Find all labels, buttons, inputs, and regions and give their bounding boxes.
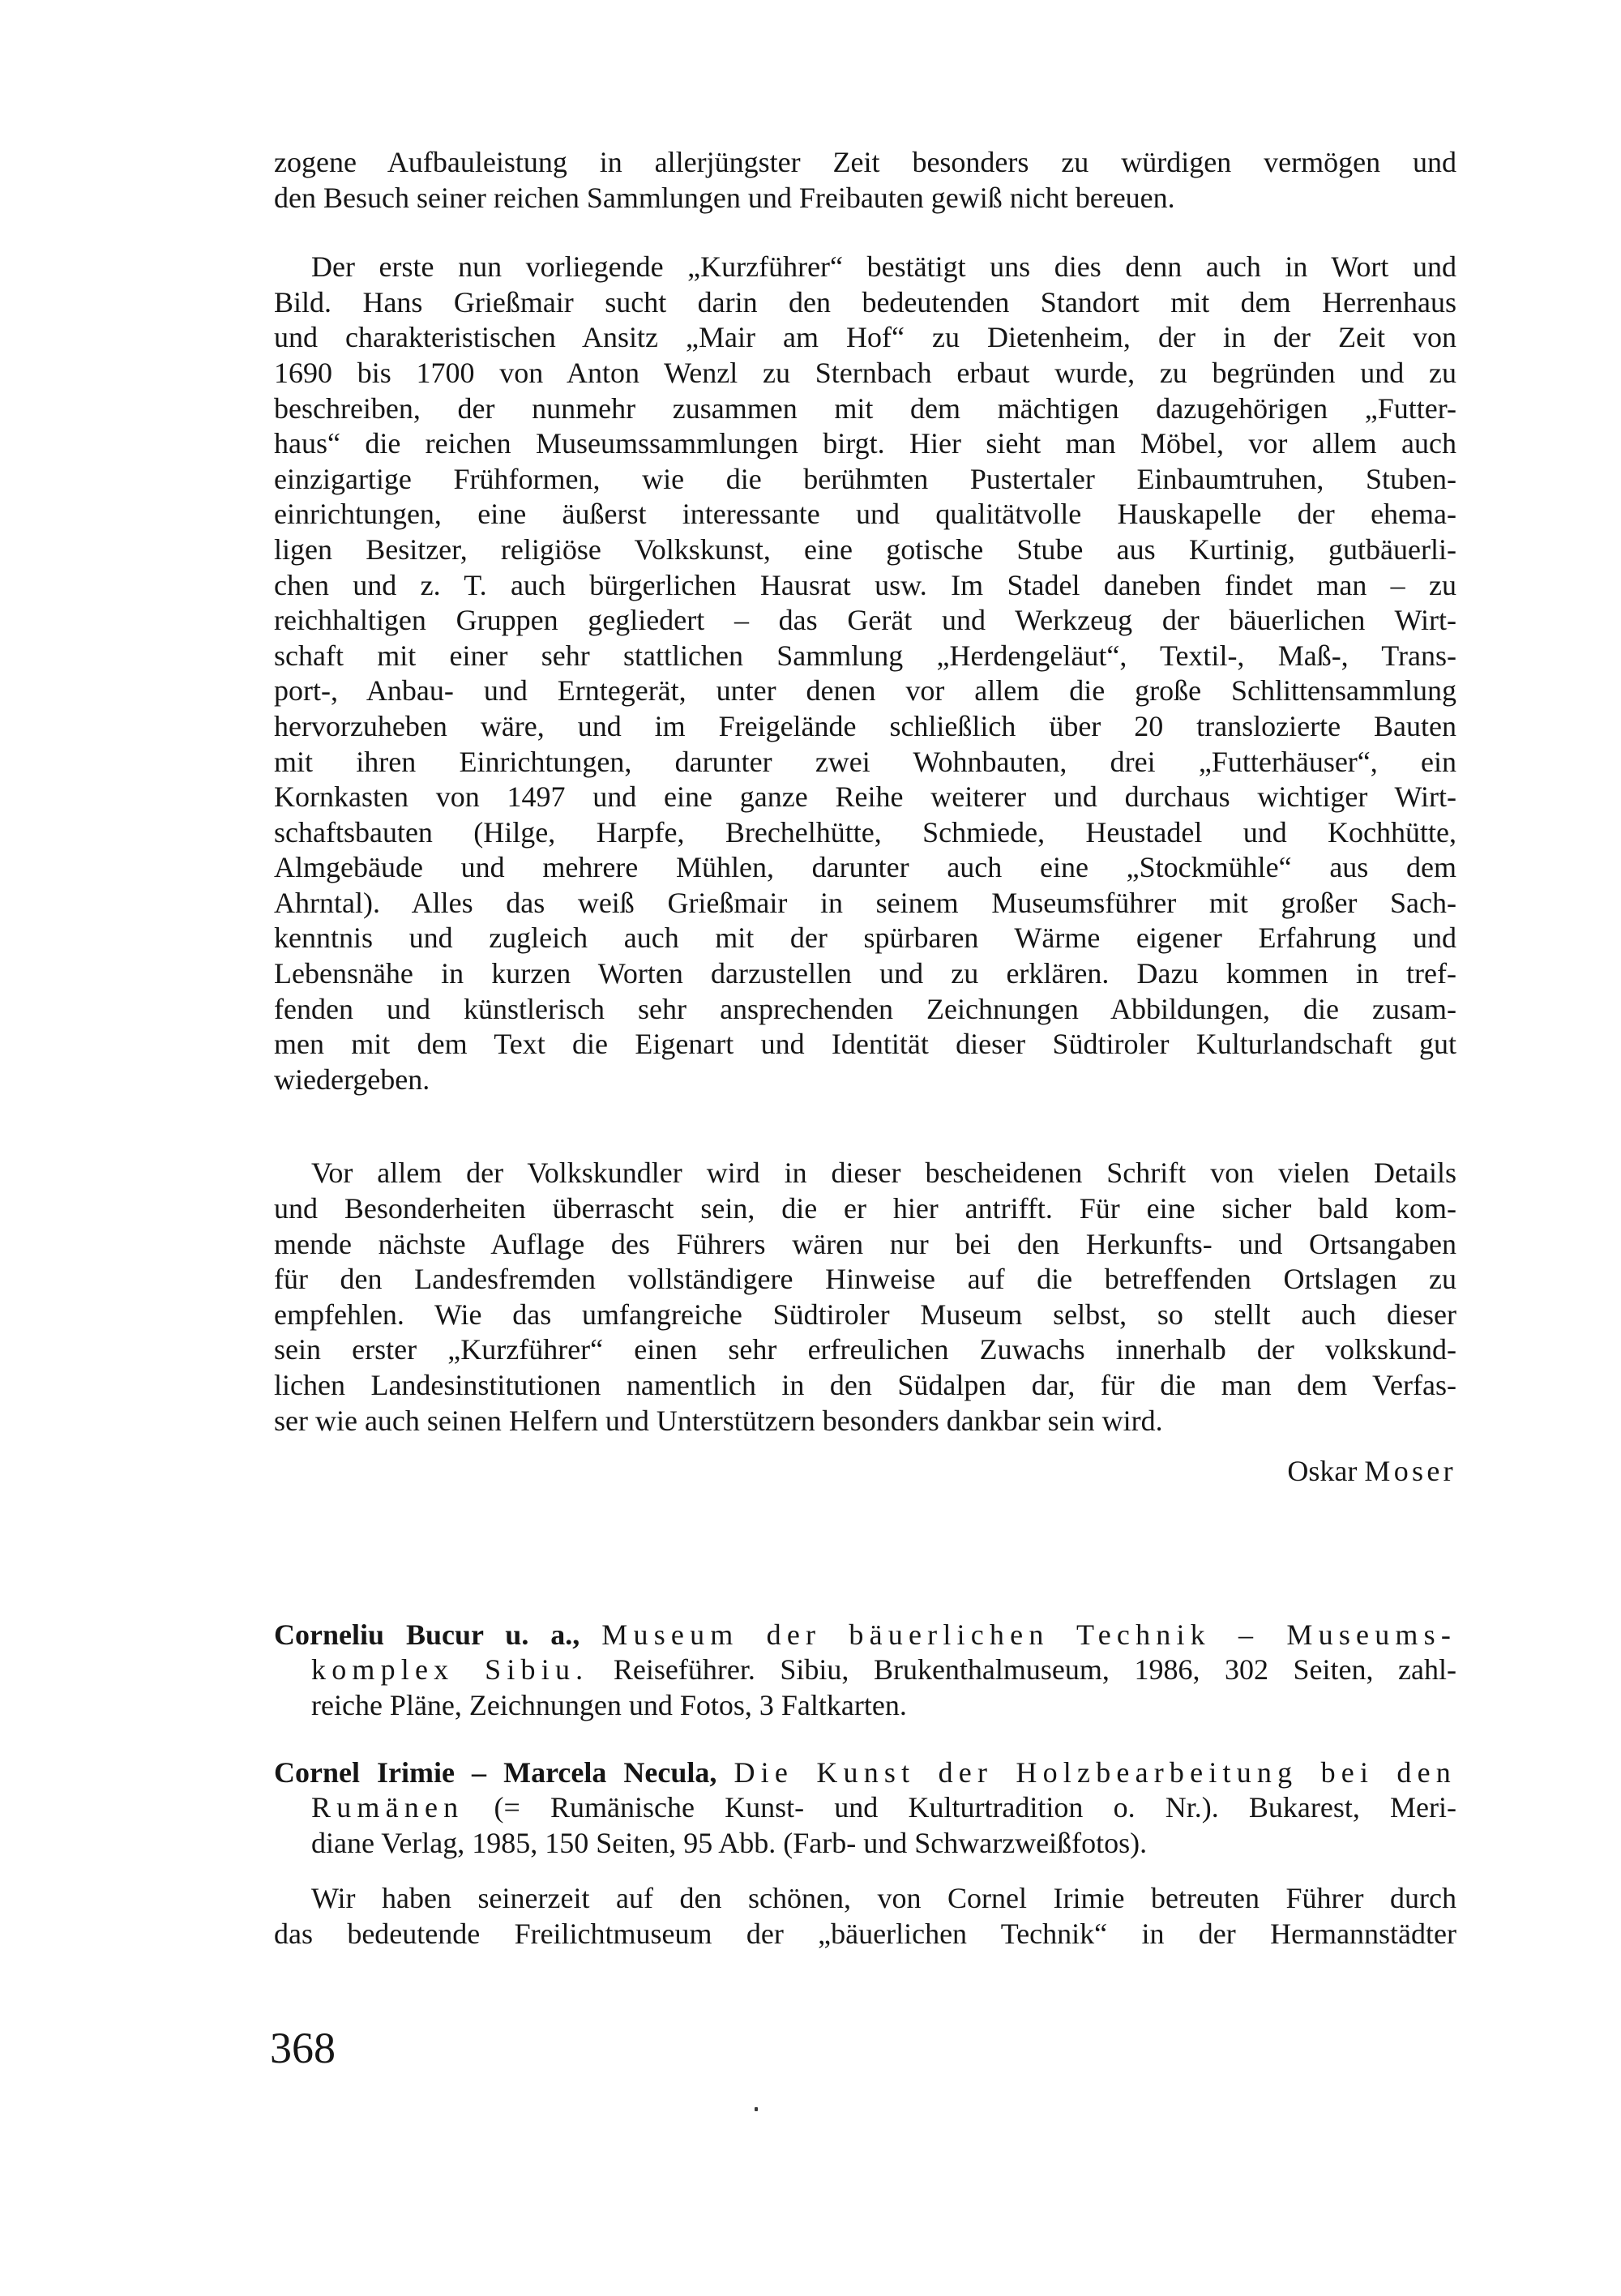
text-line — [274, 1298, 1456, 1333]
text-line — [311, 1688, 1456, 1724]
text-line — [274, 285, 1456, 321]
text-line — [274, 992, 1456, 1028]
text-segment: ser wie auch seinen Helfern und Unterstützern besonders dankbar sein wird. — [274, 1404, 1163, 1437]
text-segment: men mit dem Text die Eigenart und Identität dieser Südtiroler Kulturlandschaft gut — [274, 1028, 1456, 1061]
text-segment: Almgebäude und mehrere Mühlen, darunter auch eine „Stockmühle“ aus dem — [274, 851, 1456, 884]
text-line — [274, 1262, 1456, 1298]
text-line — [274, 1191, 1456, 1227]
text-segment: Corneliu Bucur u. a., — [274, 1618, 580, 1651]
text-segment: einrichtungen, eine äußerst interessante und qualitätvolle Hauskapelle der ehema- — [274, 498, 1456, 531]
text-segment: Wir haben seinerzeit auf den schönen, von Cornel Irimie betreuten Führer durch — [311, 1882, 1456, 1915]
text-segment: Lebensnähe in kurzen Worten darzustellen und zu erklären. Dazu kommen in tref- — [274, 957, 1456, 990]
text-segment: das bedeutende Freilichtmuseum der „bäuerlichen Technik“ in der Hermannstädter — [274, 1917, 1456, 1950]
text-segment: fenden und künstlerisch sehr ansprechenden Zeichnungen Abbildungen, die zusam- — [274, 992, 1456, 1025]
text-line — [274, 1404, 1456, 1439]
text-line — [274, 639, 1456, 674]
text-line — [274, 886, 1456, 921]
text-segment: reichhaltigen Gruppen gegliedert – das Gerät und Werkzeug der bäuerlichen Wirt- — [274, 604, 1456, 637]
text-line — [274, 320, 1456, 356]
text-segment: empfehlen. Wie das umfangreiche Südtiroler Museum selbst, so stellt auch dieser — [274, 1298, 1456, 1331]
text-segment: sein erster „Kurzführer“ einen sehr erfreulichen Zuwachs innerhalb der volkskund- — [274, 1333, 1456, 1366]
text-line — [274, 921, 1456, 956]
paragraph-review-closing — [274, 1156, 1456, 1439]
text-line — [274, 1332, 1456, 1368]
text-line — [311, 1790, 1456, 1826]
paragraph-continuation — [274, 145, 1456, 216]
text-segment: Moser — [1364, 1455, 1456, 1488]
text-segment — [716, 1756, 734, 1789]
bibliography-entry-bucur — [274, 1618, 1456, 1724]
text-segment: und Besonderheiten überrascht sein, die er hier antrifft. Für eine sicher bald kom- — [274, 1192, 1456, 1225]
text-segment: Museum der bäuerlichen Technik – Museums- — [601, 1618, 1457, 1651]
text-line — [274, 391, 1456, 427]
text-line — [274, 1368, 1456, 1404]
text-segment: Vor allem der Volkskundler wird in dieser bescheidenen Schrift von vielen Details — [311, 1157, 1456, 1190]
text-line — [311, 1826, 1456, 1862]
text-segment — [580, 1618, 601, 1651]
paragraph-review-body — [274, 250, 1456, 1097]
text-line — [274, 1881, 1456, 1917]
text-segment: mit ihren Einrichtungen, darunter zwei Wohnbauten, drei „Futterhäuser“, ein — [274, 745, 1456, 778]
text-line — [274, 1755, 1456, 1791]
text-segment: port-, Anbau- und Erntegerät, unter denen vor allem die große Schlittensammlung — [274, 674, 1456, 708]
bibliography-entry-irimie-necula — [274, 1755, 1456, 1862]
text-line — [274, 673, 1456, 709]
text-segment: schaft mit einer sehr stattlichen Sammlung „Herdengeläut“, Textil-, Maß-, Trans- — [274, 639, 1456, 672]
text-line — [274, 1227, 1456, 1263]
text-segment: hervorzuheben wäre, und im Freigelände schließlich über 20 translozierte Bauten — [274, 709, 1456, 742]
text-line — [274, 532, 1456, 568]
text-segment: Der erste nun vorliegende „Kurzführer“ bestätigt uns dies denn auch in Wort und — [311, 250, 1456, 284]
text-segment: chen und z. T. auch bürgerlichen Hausrat usw. Im Stadel daneben findet man – zu — [274, 568, 1456, 601]
text-line — [274, 745, 1456, 780]
text-line — [274, 568, 1456, 604]
text-line — [274, 497, 1456, 532]
text-segment: Cornel Irimie – Marcela Necula, — [274, 1755, 717, 1789]
text-segment: den Besuch seiner reichen Sammlungen und Freibauten gewiß nicht bereuen. — [274, 181, 1175, 214]
text-line — [274, 181, 1456, 216]
text-line — [274, 780, 1456, 815]
text-line — [274, 709, 1456, 745]
text-segment: haus“ die reichen Museumssammlungen birgt. Hier sieht man Möbel, vor allem auch — [274, 427, 1456, 460]
text-line — [274, 426, 1456, 462]
text-segment: Rumänen — [311, 1791, 464, 1824]
text-segment: beschreiben, der nunmehr zusammen mit dem mächtigen dazugehörigen „Futter- — [274, 391, 1456, 425]
text-line — [274, 145, 1456, 181]
text-line — [274, 250, 1456, 285]
text-line — [274, 956, 1456, 992]
text-segment: reiche Pläne, Zeichnungen und Fotos, 3 Faltkarten. — [311, 1688, 907, 1721]
paragraph-next-review-opening — [274, 1881, 1456, 1952]
text-line — [274, 1618, 1457, 1653]
text-segment: einzigartige Frühformen, wie die berühmten Pustertaler Einbaumtruhen, Stuben- — [274, 462, 1456, 495]
text-line — [274, 356, 1456, 391]
text-line — [274, 850, 1456, 886]
text-segment: für den Landesfremden vollständigere Hinweise auf die betreffenden Ortslagen zu — [274, 1263, 1456, 1296]
text-line — [274, 462, 1456, 498]
text-segment: wiedergeben. — [274, 1062, 430, 1096]
text-segment: mende nächste Auflage des Führers wären nur bei den Herkunfts- und Ortsangaben — [274, 1227, 1456, 1260]
text-line — [274, 1027, 1456, 1062]
text-line — [274, 603, 1456, 639]
text-segment: Die Kunst der Holzbearbeitung bei den — [734, 1755, 1456, 1789]
text-line — [274, 815, 1456, 851]
text-line — [311, 1653, 1456, 1688]
text-segment: diane Verlag, 1985, 150 Seiten, 95 Abb. (Farb- und Schwarzweißfotos). — [311, 1826, 1148, 1859]
text-segment: 1690 bis 1700 von Anton Wenzl zu Sternbach erbaut wurde, zu begründen und zu — [274, 356, 1456, 389]
text-segment: ligen Besitzer, religiöse Volkskunst, eine gotische Stube aus Kurtinig, gutbäuerli- — [274, 532, 1456, 566]
text-line — [274, 1062, 1456, 1098]
text-segment: lichen Landesinstitutionen namentlich in den Südalpen dar, für die man dem Verfas- — [274, 1369, 1456, 1401]
text-segment: und charakteristischen Ansitz „Mair am Hof“ zu Dietenheim, der in der Zeit von — [274, 321, 1456, 354]
text-segment: kenntnis und zugleich auch mit der spürbaren Wärme eigener Erfahrung und — [274, 921, 1456, 955]
text-line — [274, 1156, 1456, 1191]
text-line — [274, 1917, 1456, 1952]
text-segment: zogene Aufbauleistung in allerjüngster Zeit besonders zu würdigen vermögen und — [274, 146, 1456, 178]
text-segment: (= Rumänische Kunst- und Kulturtradition o. Nr.). Bukarest, Meri- — [464, 1791, 1456, 1824]
scan-speck — [755, 2107, 758, 2111]
text-segment: komplex Sibiu. — [311, 1653, 589, 1687]
text-segment: schaftsbauten (Hilge, Harpfe, Brechelhütte, Schmiede, Heustadel und Kochhütte, — [274, 815, 1456, 849]
text-segment: Reiseführer. Sibiu, Brukenthalmuseum, 1986, 302 Seiten, zahl- — [588, 1653, 1456, 1687]
text-segment: Kornkasten von 1497 und eine ganze Reihe weiterer und durchaus wichtiger Wirt- — [274, 780, 1456, 814]
text-line — [274, 1454, 1456, 1490]
text-segment: Ahrntal). Alles das weiß Grießmair in seinem Museumsführer mit großer Sach- — [274, 886, 1456, 919]
page-number: 368 — [270, 2024, 336, 2072]
text-column — [274, 145, 1456, 1952]
text-segment: Oskar — [1287, 1455, 1365, 1488]
text-segment: Bild. Hans Grießmair sucht darin den bedeutenden Standort mit dem Herrenhaus — [274, 285, 1456, 319]
reviewer-signature — [274, 1454, 1456, 1490]
